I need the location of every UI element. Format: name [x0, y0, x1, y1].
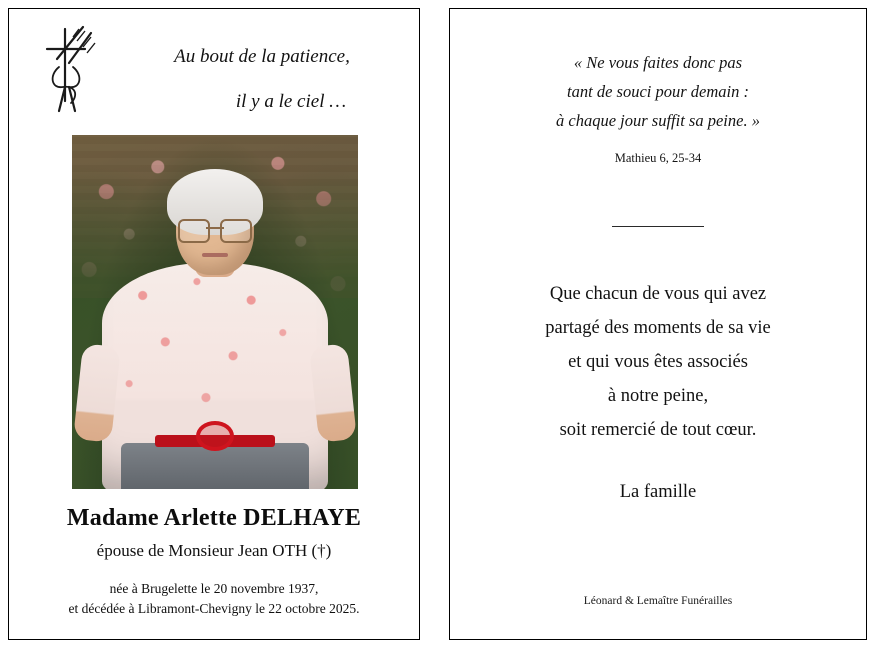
- deceased-details: [9, 505, 419, 618]
- spouse-line: épouse de Monsieur Jean OTH (†): [96, 541, 332, 560]
- quote-line-2: tant de souci pour demain :: [567, 81, 749, 101]
- memorial-card-back: [449, 8, 867, 640]
- life-dates: [9, 579, 419, 618]
- message-line-5: soit remercié de tout cœur.: [559, 420, 757, 441]
- message-line-3: et qui vous êtes associés: [568, 351, 748, 372]
- memorial-card-front: [8, 8, 420, 640]
- message-line-4: à notre peine,: [607, 386, 709, 407]
- signature: La famille: [619, 481, 697, 502]
- quote-line-3: à chaque jour suffit sa peine. »: [556, 110, 760, 130]
- message-line-1: Que chacun de vous qui avez: [549, 283, 767, 304]
- divider-rule: [612, 226, 704, 227]
- thank-you-message: [488, 277, 828, 448]
- portrait-photo: [72, 135, 358, 489]
- message-line-2: partagé des moments de sa vie: [545, 317, 771, 338]
- verse-line-1: Au bout de la patience,: [174, 46, 350, 67]
- header-verse: [129, 47, 401, 111]
- verse-line-2: il y a le ciel …: [235, 91, 347, 112]
- deceased-name: Madame Arlette DELHAYE: [66, 505, 362, 531]
- figure-belt-buckle: [196, 421, 234, 451]
- quote-reference: Mathieu 6, 25-34: [614, 150, 702, 165]
- quote-line-1: « Ne vous faites donc pas: [573, 53, 743, 72]
- death-line: et décédée à Libramont-Chevigny le 22 octobre 2025.: [68, 600, 360, 616]
- figure-mouth: [202, 253, 228, 257]
- funeral-home-credit: Léonard & Lemaître Funérailles: [583, 595, 733, 607]
- photo-background: [72, 135, 358, 489]
- birth-line: née à Brugelette le 20 novembre 1937,: [109, 581, 319, 596]
- scripture-quote: [493, 49, 823, 170]
- figure-glasses: [178, 219, 252, 239]
- cross-with-wheat-icon: [39, 23, 117, 119]
